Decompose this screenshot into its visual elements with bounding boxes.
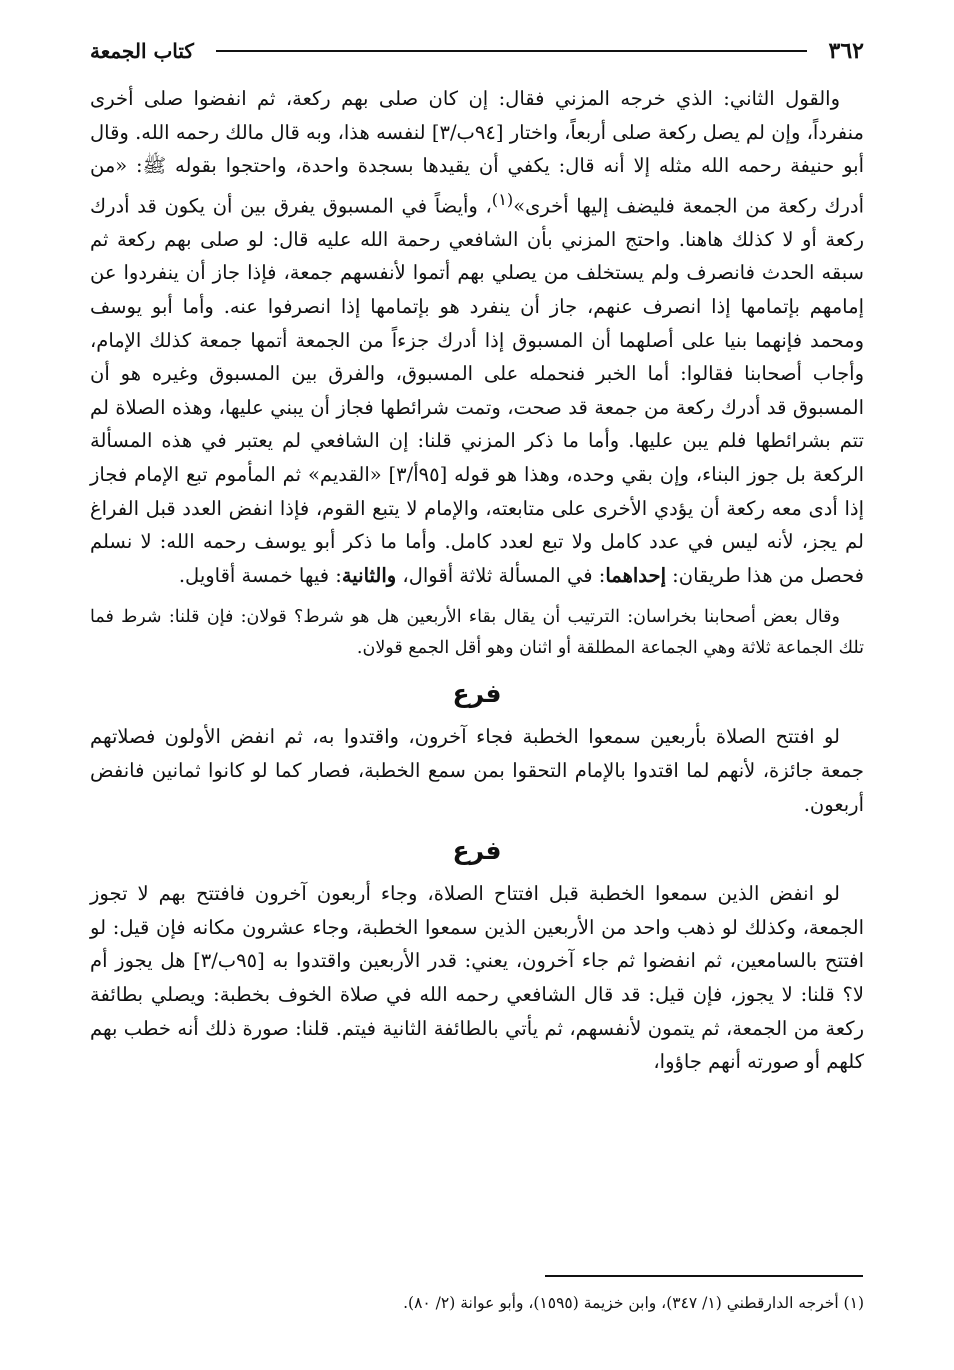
- bold-term-second: والثانية: [341, 563, 397, 587]
- running-header: [90, 36, 864, 66]
- paragraph-main: [90, 82, 864, 592]
- paragraph-main-part-3: : في المسألة ثلاثة أقوال،: [396, 563, 606, 587]
- section-heading-2: فرع: [452, 836, 502, 866]
- footnote-rule: [545, 1275, 863, 1277]
- section-2-text: لو انفض الذين سمعوا الخطبة قبل افتتاح الصلاة، وجاء أربعون آخرون فافتتح بهم لا تجوز الجمعة، وكذلك لو ذهب واحد من الأربعين الذين سمعوا الخطبة، وجاء عشرون مكانه فإن قيل: لو افتتح بالسامعين، ثم انفضوا ثم جاء آخرون، يعني: قدر الأربعين واقتدوا به [٩٥ب/٣] هل يجوز أم لا؟ قلنا: لا يجوز، فإن قيل: قد قال الشافعي رحمه الله في صلاة الخوف بخطبة: ويصلي بطائفة ركعة من الجمعة، ثم يتمون لأنفسهم، ثم يأتي بالطائفة الثانية فيتم. قلنا: صورة ذلك أنه خطب بهم كلهم أو صورته أنهم جاؤوا،: [90, 882, 864, 1074]
- footnote-ref[interactable]: (١): [491, 189, 514, 209]
- paragraph-main-part-2: ، وأيضاً في المسبوق يفرق بين أن يكون قد أدرك ركعة أو لا كذلك هاهنا. واحتج المزني بأن الشافعي رحمة الله عليه قال: لو صلى بهم ركعة ثم سبقه الحدث فانصرف ولم يستخلف من يصلي بهم أتموا لأنفسهم جمعة، فإذا جاز أن ينفردوا عن إمامهم بإتمامها إذا انصرف عنهم، جاز أن ينفرد هو بإتمامها إذا انصرفوا عنه. وأما أبو يوسف ومحمد فإنهما بنيا على أصلهما أن المسبوق إذا أدرك جزءاً من الجمعة أتمها جمعة كذلك الإمام، وأجاب أصحابنا فقالوا: أما الخبر فنحمله على المسبوق، والفرق بين المسبوق وغيره هو أن المسبوق قد أدرك ركعة من جمعة قد صحت، وتمت شرائطها فجاز أن يبني عليها، وهذه الصلاة لم تتم بشرائطها فلم يبن عليها. وأما ما ذكر المزني قلنا: إن الشافعي لم يعتبر في هذه المسألة الركعة بل جوز البناء، وإن بقي وحده، وهذا هو قوله [٩٥أ/٣] «القديم» ثم المأموم تبع الإمام فجاز إذا أدى معه ركعة أن يؤدي الأخرى على متابعته، والإمام لا يتبع القوم، فإذا انفض العدد قبل الفراغ لم يجز، لأنه ليس في عدد كامل ولا تبع لعدد كامل. وأما ما ذكر أبو يوسف رحمه الله: لا نسلم فحصل من هذا طريقان:: [90, 194, 865, 587]
- paragraph-main-part-4: : فيها خمسة أقاويل.: [178, 563, 342, 587]
- footnote: (١) أخرجه الدارقطني (١/ ٣٤٧)، وابن خزيمة (١٥٩٥)، وأبو عوانة (٢/ ٨٠).: [403, 1294, 864, 1312]
- section-1-text: لو افتتح الصلاة بأربعين سمعوا الخطبة فجاء آخرون، واقتدوا به، ثم انفض الأولون فصلاتهم جمعة جائزة، لأنهم لما اقتدوا بالإمام التحقوا بمن سمع الخطبة، فصار كما لو كانوا ثمانين فانفض أربعون.: [90, 725, 864, 816]
- paragraph-khorasan: وقال بعض أصحابنا بخراسان: الترتيب أن يقال بقاء الأربعين هل هو شرط؟ قولان: فإن قلنا: شرط فما تلك الجماعة ثلاثة وهي الجماعة المطلقة أو اثنان وهو أقل الجمع قولان.: [90, 607, 864, 659]
- paragraph-main-part-1: والقول الثاني: الذي خرجه المزني فقال: إن كان صلى بهم ركعة، ثم انفضوا صلى أخرى منفرداً، وإن لم يصل ركعة صلى أربعاً، واختار [٩٤ب/٣] لنفسه هذا، وبه قال مالك رحمه الله. وقال أبو حنيفة رحمه الله مثله إلا أنه قال: يكفي أن يقيدها بسجدة واحدة، واحتجوا بقوله ﷺ: «من أدرك ركعة من الجمعة فليضف إليها أخرى»: [90, 87, 864, 218]
- main-text: [90, 82, 864, 1079]
- bold-term-first: إحداهما: [605, 563, 666, 587]
- page-number: ٣٦٢: [828, 38, 864, 64]
- section-heading-1: فرع: [452, 679, 502, 709]
- chapter-title: كتاب الجمعة: [90, 39, 194, 63]
- header-rule: [216, 50, 807, 52]
